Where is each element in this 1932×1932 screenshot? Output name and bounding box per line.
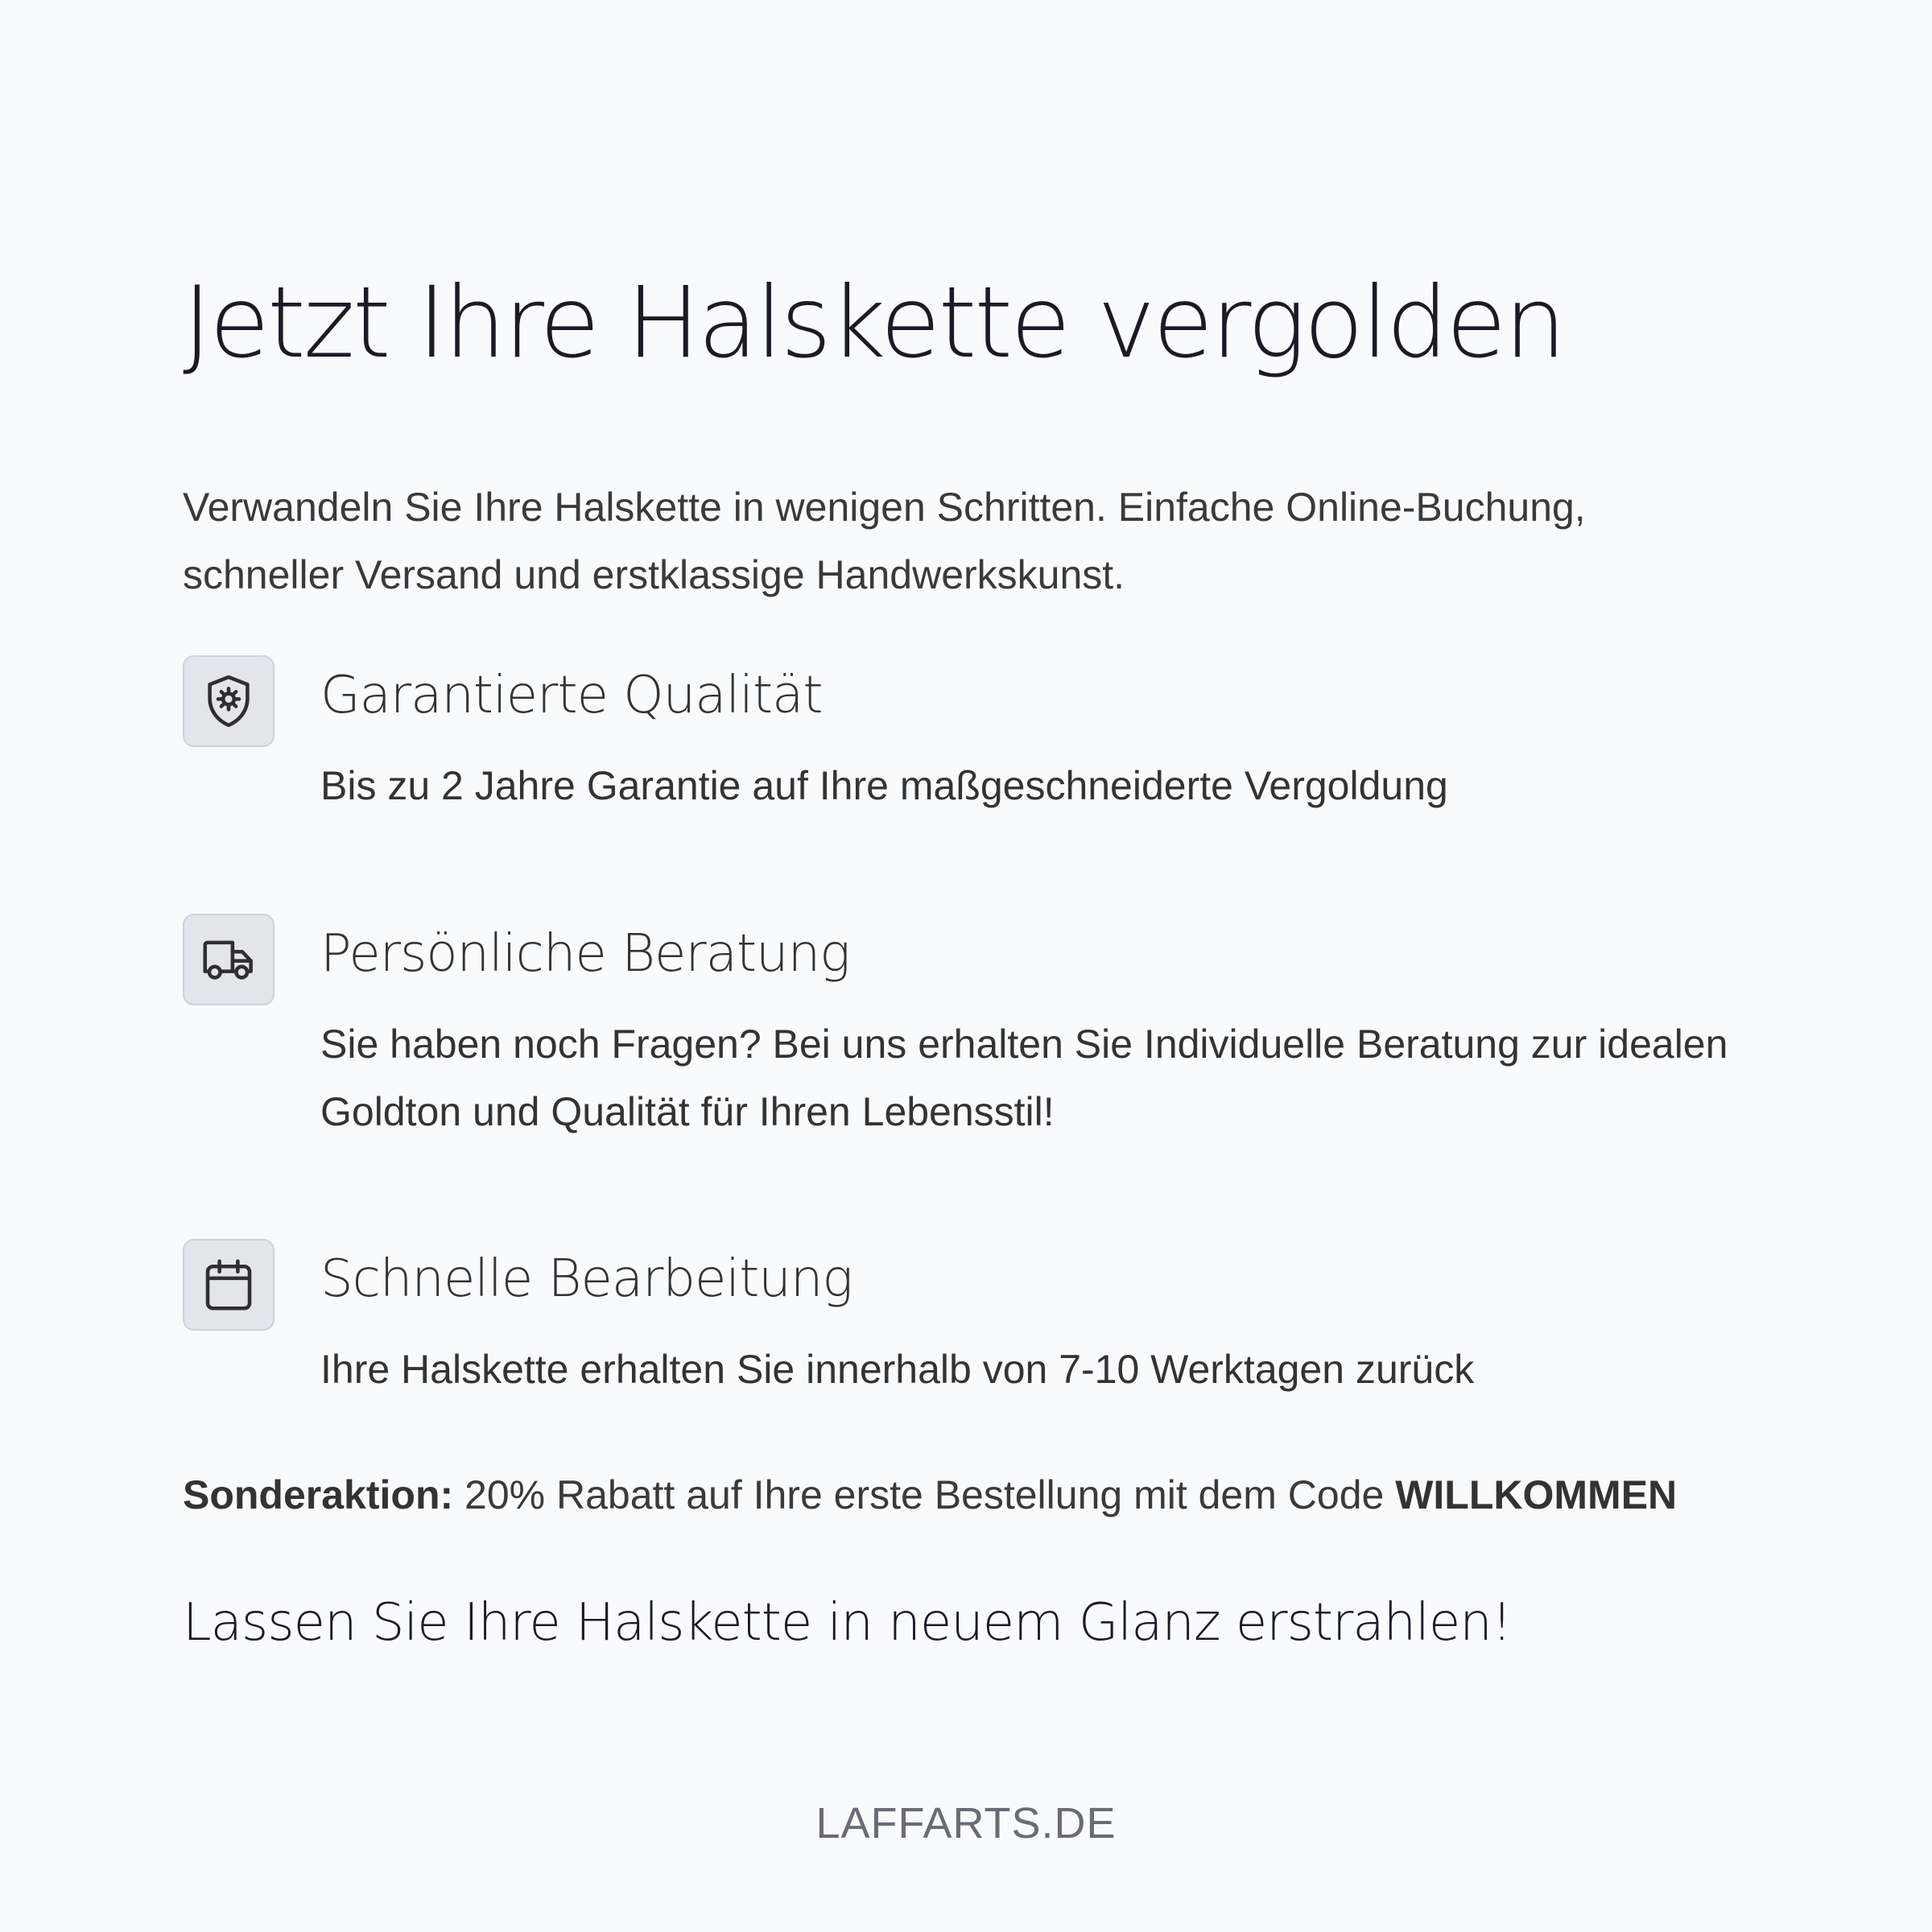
promo-banner xyxy=(183,1467,1677,1523)
intro-text: Verwandeln Sie Ihre Halskette in wenigen Schritten. Einfache Online-Buchung, schneller Versand und erstklassige Handwerkskunst. xyxy=(183,485,1586,597)
truck-icon xyxy=(183,914,275,1005)
promo-label: Sonderaktion: xyxy=(183,1472,454,1517)
shield-badge-icon xyxy=(183,655,275,747)
feature-description: Bis zu 2 Jahre Garantie auf Ihre maßgeschneiderte Vergoldung xyxy=(320,763,1448,808)
feature-title: Persönliche Beratung xyxy=(320,924,850,984)
promo-text: 20% Rabatt auf Ihre erste Bestellung mit dem Code xyxy=(453,1472,1396,1517)
closing-tagline: Lassen Sie Ihre Halskette in neuem Glanz erstrahlen! xyxy=(183,1593,1512,1653)
footer-brand: LAFFARTS.DE xyxy=(815,1799,1117,1847)
feature-title: Schnelle Bearbeitung xyxy=(320,1249,852,1309)
feature-title: Garantierte Qualität xyxy=(320,666,823,725)
promo-code: WILLKOMMEN xyxy=(1395,1472,1678,1517)
calendar-icon xyxy=(183,1239,275,1331)
feature-description: Sie haben noch Fragen? Bei uns erhalten Sie Individuelle Beratung zur idealen Goldton und Qualität für Ihren Lebensstil! xyxy=(320,1022,1728,1134)
page-title: Jetzt Ihre Halskette vergolden xyxy=(183,266,1564,380)
feature-description: Ihre Halskette erhalten Sie innerhalb von 7-10 Werktagen zurück xyxy=(320,1347,1475,1392)
